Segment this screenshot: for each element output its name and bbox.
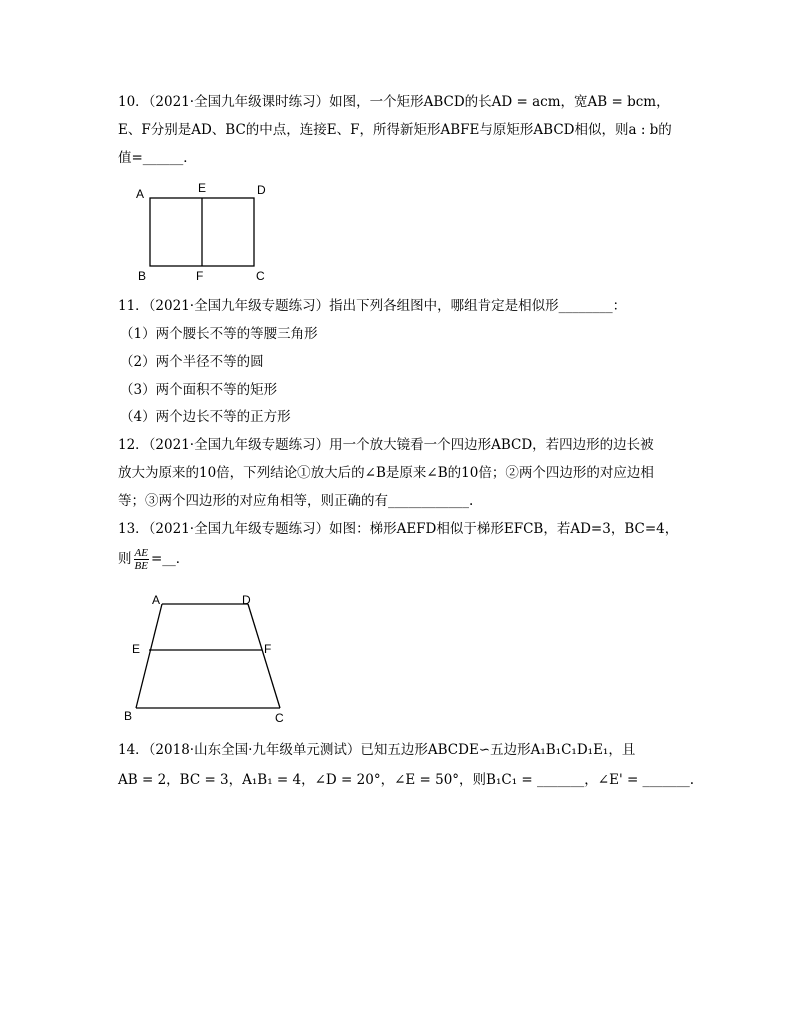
q13-trapezoid-figure <box>120 590 300 726</box>
q12-line2: 放大为原来的10倍，下列结论①放大后的∠B是原来∠B的10倍；②两个四边形的对应边相 <box>118 465 654 481</box>
label-b: B <box>138 269 147 283</box>
q11-line1: 11．（2021·全国九年级专题练习）指出下列各组图中，哪组肯定是相似形________： <box>118 298 627 314</box>
q13-line2 <box>118 545 189 573</box>
label-e: E <box>132 642 141 656</box>
label-a: A <box>136 187 145 201</box>
fraction-denominator: BE <box>134 560 148 572</box>
q12-line1: 12．（2021·全国九年级专题练习）用一个放大镜看一个四边形ABCD，若四边形的边长被 <box>118 437 654 453</box>
label-e: E <box>198 181 207 195</box>
q11-option-4: （4）两个边长不等的正方形 <box>120 409 291 425</box>
label-c: C <box>256 269 265 283</box>
segment-dc <box>248 604 280 708</box>
q13-line1: 13．（2021·全国九年级专题练习）如图：梯形AEFD相似于梯形EFCB，若AD=3，BC=4， <box>118 521 679 537</box>
q14-line1: 14．（2018·山东全国·九年级单元测试）已知五边形ABCDE∽五边形A₁B₁C₁D₁E₁，且 <box>118 742 636 758</box>
label-d: D <box>242 593 251 607</box>
q13-fraction <box>134 547 149 572</box>
label-f: F <box>196 269 204 283</box>
label-c: C <box>275 711 284 725</box>
q13-suffix: =__． <box>150 551 190 567</box>
q10-line2: E、F分别是AD、BC的中点，连接E、F，所得新矩形ABFE与原矩形ABCD相似，则a : b的 <box>118 122 672 138</box>
q12-line3: 等；③两个四边形的对应角相等，则正确的有____________. <box>118 493 474 509</box>
q10-rectangle-figure <box>130 180 280 284</box>
q11-option-2: （2）两个半径不等的圆 <box>120 354 264 370</box>
segment-ab <box>136 604 162 708</box>
label-d: D <box>257 183 266 197</box>
q10-line1: 10．（2021·全国九年级课时练习）如图，一个矩形ABCD的长AD = acm，宽AB = bcm， <box>118 94 670 110</box>
q11-option-3: （3）两个面积不等的矩形 <box>120 382 278 398</box>
q10-line3: 值=______． <box>118 150 197 166</box>
label-a: A <box>152 593 161 607</box>
q11-option-1: （1）两个腰长不等的等腰三角形 <box>120 326 318 342</box>
q13-prefix: 则 <box>118 551 132 567</box>
q14-line2: AB = 2，BC = 3，A₁B₁ = 4，∠D = 20°，∠E = 50°，则B₁C₁ = _______，∠E' = _______. <box>118 772 695 788</box>
label-f: F <box>264 642 272 656</box>
fraction-numerator: AE <box>134 547 148 559</box>
label-b: B <box>124 709 133 723</box>
